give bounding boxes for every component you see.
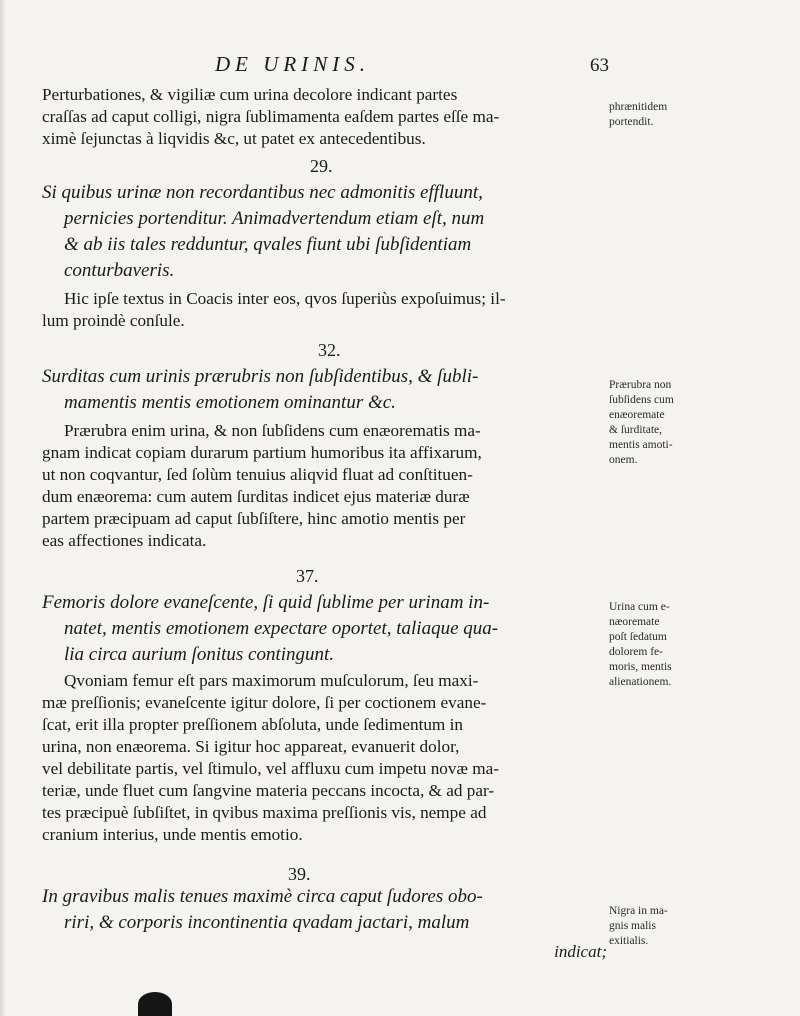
commentary-line: vel debilitate partis, vel ſtimulo, vel affluxu cum impetu novæ ma- bbox=[42, 759, 499, 778]
commentary-line: tes præcipuè ſubſiſtet, in qvibus maxima preſſionis vis, nempe ad bbox=[42, 803, 487, 822]
commentary-line: Qvoniam femur eſt pars maximorum muſculorum, ſeu maxi- bbox=[64, 671, 479, 690]
running-title: DE URINIS. bbox=[215, 52, 370, 76]
margin-note-line: Nigra in ma- bbox=[609, 905, 668, 917]
margin-note-line: enæoremate bbox=[609, 409, 665, 421]
margin-note-line: alienationem. bbox=[609, 676, 672, 688]
aphorism-line: riri, & corporis incontinentia qvadam jactari, malum bbox=[64, 912, 470, 933]
commentary-line: eas affectiones indicata. bbox=[42, 531, 207, 550]
aphorism-line: & ab iis tales redduntur, qvales fiunt ubi ſubſidentiam bbox=[64, 234, 472, 255]
commentary-line: lum proindè conſule. bbox=[42, 311, 185, 330]
commentary-text bbox=[42, 670, 607, 846]
commentary-line: gnam indicat copiam durarum partium humoribus ita affixarum, bbox=[42, 443, 482, 462]
commentary-line: partem præcipuam ad caput ſubſiſtere, hinc amotio mentis per bbox=[42, 509, 466, 528]
margin-note bbox=[609, 600, 709, 690]
aphorism-line: In gravibus malis tenues maximè circa caput ſudores obo- bbox=[42, 886, 483, 907]
commentary-text bbox=[42, 288, 607, 332]
margin-note bbox=[609, 100, 709, 130]
commentary-line: cranium interius, unde mentis emotio. bbox=[42, 825, 303, 844]
aphorism-line: Surditas cum urinis prærubris non ſubſidentibus, & ſubli- bbox=[42, 366, 479, 387]
commentary-line: ut non coqvantur, ſed ſolùm tenuius aliqvid fluat ad conſtituen- bbox=[42, 465, 473, 484]
commentary-line: urina, non enæorema. Si igitur hoc appareat, evanuerit dolor, bbox=[42, 737, 460, 756]
page-edge-shadow bbox=[0, 0, 6, 1016]
margin-note bbox=[609, 904, 709, 949]
commentary-text bbox=[42, 420, 607, 552]
commentary-line: Hic ipſe textus in Coacis inter eos, qvos ſuperiùs expoſuimus; il- bbox=[64, 289, 506, 308]
catchword: indicat; bbox=[554, 942, 607, 961]
margin-note-line: dolorem fe- bbox=[609, 646, 663, 658]
aphorism-number: 29. bbox=[310, 156, 333, 176]
text-line: ximè ſejunctas à liqvidis &c, ut patet ex antecedentibus. bbox=[42, 129, 426, 148]
aphorism-text bbox=[42, 364, 607, 416]
text-line: craſſas ad caput colligi, nigra ſublimamenta eaſdem partes eſſe ma- bbox=[42, 107, 500, 126]
aphorism-line: Femoris dolore evaneſcente, ſi quid ſublime per urinam in- bbox=[42, 592, 490, 613]
commentary-line: ſcat, erit illa propter preſſionem abſoluta, unde ſedimentum in bbox=[42, 715, 463, 734]
margin-note-line: poſt ſedatum bbox=[609, 631, 667, 643]
aphorism-line: natet, mentis emotionem expectare oportet, taliaque qua- bbox=[64, 618, 499, 639]
margin-note-line: moris, mentis bbox=[609, 661, 672, 673]
margin-note-line: onem. bbox=[609, 454, 638, 466]
text-line: Perturbationes, & vigiliæ cum urina decolore indicant partes bbox=[42, 85, 458, 104]
commentary-line: Prærubra enim urina, & non ſubſidens cum enæorematis ma- bbox=[64, 421, 481, 440]
margin-note-line: portendit. bbox=[609, 116, 654, 128]
margin-note-line: & ſurditate, bbox=[609, 424, 663, 436]
margin-note-line: Urina cum e- bbox=[609, 601, 670, 613]
aphorism-text bbox=[42, 180, 607, 284]
margin-note-line: Prærubra non bbox=[609, 379, 672, 391]
ink-smudge bbox=[138, 992, 172, 1016]
aphorism-text bbox=[42, 590, 607, 668]
aphorism-line: lia circa aurium ſonitus contingunt. bbox=[64, 644, 335, 665]
margin-note bbox=[609, 378, 709, 468]
aphorism-line: conturbaveris. bbox=[64, 260, 175, 281]
aphorism-number: 32. bbox=[318, 340, 341, 360]
aphorism-number: 39. bbox=[288, 864, 311, 884]
margin-note-line: mentis amoti- bbox=[609, 439, 673, 451]
page-number: 63 bbox=[590, 55, 609, 76]
aphorism-line: Si quibus urinæ non recordantibus nec admonitis effluunt, bbox=[42, 182, 483, 203]
margin-note-line: phrænitidem bbox=[609, 101, 668, 113]
aphorism-line: pernicies portenditur. Animadvertendum etiam eſt, num bbox=[64, 208, 485, 229]
commentary-line: dum enæorema: cum autem ſurditas indicet ejus materiæ duræ bbox=[42, 487, 470, 506]
aphorism-number: 37. bbox=[296, 566, 319, 586]
opening-paragraph bbox=[42, 84, 607, 150]
aphorism-text bbox=[42, 884, 607, 936]
margin-note-line: exitialis. bbox=[609, 935, 649, 947]
commentary-line: mæ preſſionis; evaneſcente igitur dolore, ſi per coctionem evane- bbox=[42, 693, 487, 712]
margin-note-line: gnis malis bbox=[609, 920, 656, 932]
aphorism-line: mamentis mentis emotionem ominantur &c. bbox=[64, 392, 396, 413]
commentary-line: teriæ, unde fluet cum ſangvine materia peccans incocta, & ad par- bbox=[42, 781, 495, 800]
margin-note-line: næoremate bbox=[609, 616, 660, 628]
margin-note-line: ſubſidens cum bbox=[609, 394, 674, 406]
